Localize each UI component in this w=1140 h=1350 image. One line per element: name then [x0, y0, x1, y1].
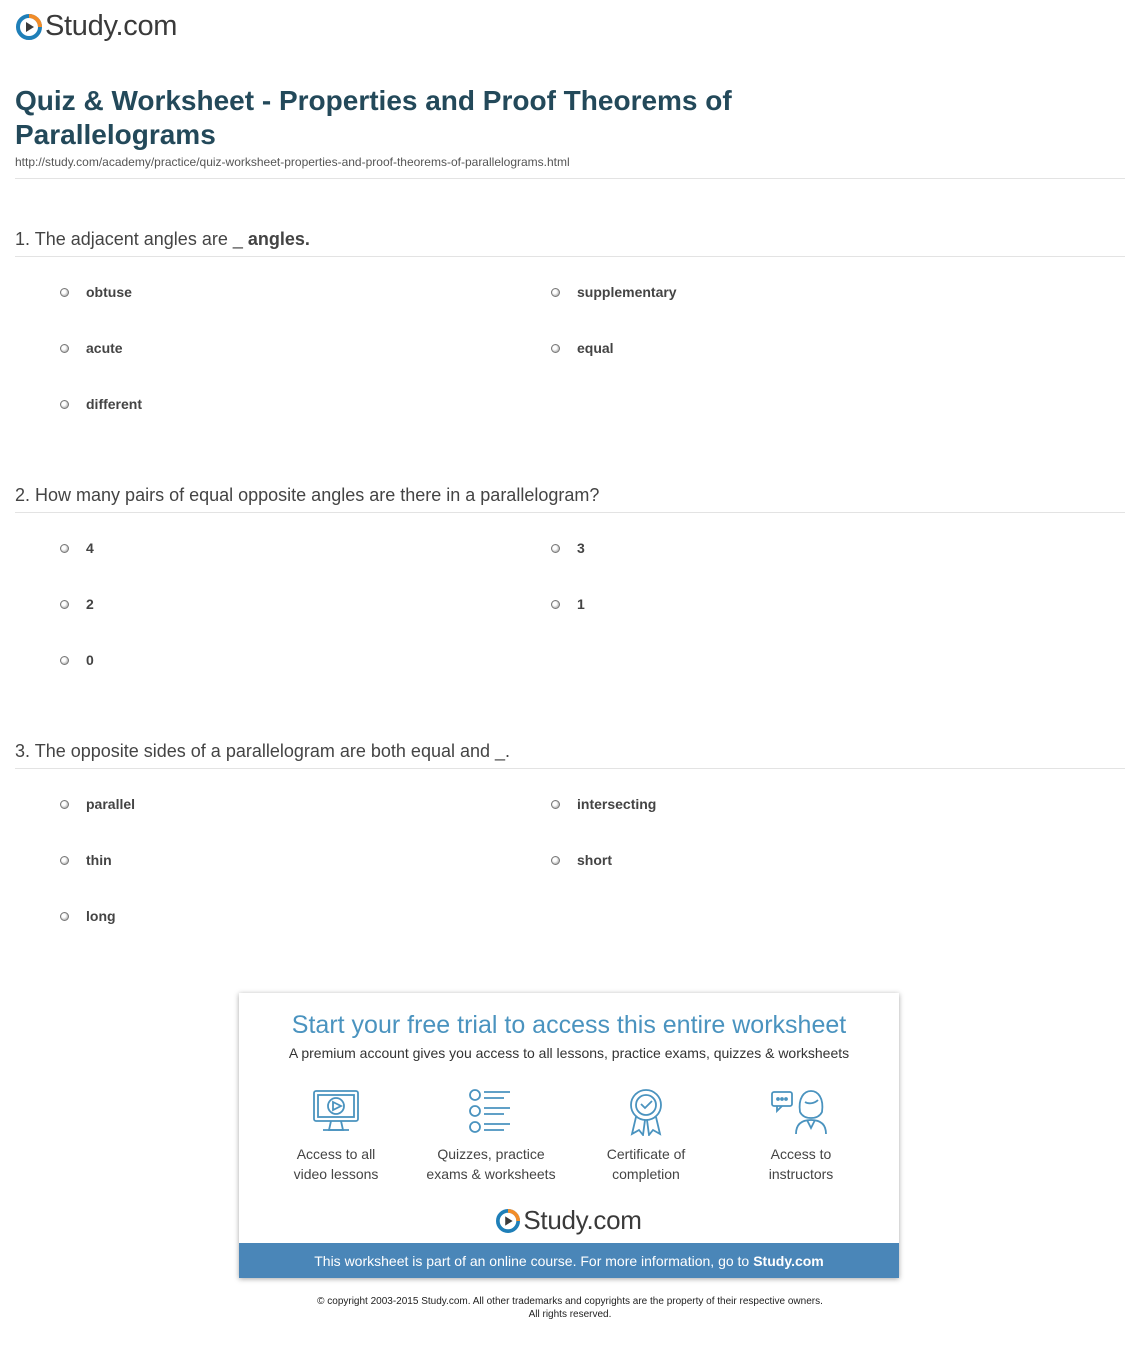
answer-option[interactable]	[60, 652, 94, 668]
quiz-list-icon	[466, 1088, 516, 1136]
option-label: 3	[577, 540, 585, 556]
option-label: acute	[86, 340, 123, 356]
feature-label: Quizzes, practice exams & worksheets	[426, 1146, 556, 1182]
answer-option[interactable]	[60, 340, 123, 356]
answer-option[interactable]	[551, 596, 585, 612]
divider	[15, 512, 1125, 513]
question-number: 1.	[15, 229, 31, 249]
option-label: 4	[86, 540, 94, 556]
radio-button[interactable]	[551, 288, 560, 297]
question-text: The adjacent angles are _	[34, 229, 243, 249]
feature-quizzes	[416, 1088, 566, 1184]
promo-subheading: A premium account gives you access to all lessons, practice exams, quizzes & worksheets	[288, 1045, 850, 1061]
radio-button[interactable]	[551, 800, 560, 809]
question-text: The opposite sides of a parallelogram are both equal and _.	[34, 741, 511, 761]
site-logo[interactable]	[16, 10, 177, 43]
answer-option[interactable]	[551, 852, 612, 868]
option-label: intersecting	[577, 796, 657, 812]
video-lesson-icon	[311, 1088, 361, 1136]
answer-option[interactable]	[551, 340, 614, 356]
question-number: 2.	[15, 485, 31, 505]
answer-option[interactable]	[60, 284, 132, 300]
radio-button[interactable]	[60, 400, 69, 409]
copyright-footer	[0, 1295, 1140, 1321]
answer-option[interactable]	[551, 284, 677, 300]
banner-text: This worksheet is part of an online course. For more information, go to	[314, 1252, 750, 1269]
option-label: short	[577, 852, 612, 868]
answer-option[interactable]	[60, 540, 94, 556]
answer-option[interactable]	[551, 540, 585, 556]
logo-play-icon	[496, 1209, 520, 1233]
question-3	[15, 741, 510, 762]
question-1	[15, 229, 310, 250]
option-label: 0	[86, 652, 94, 668]
option-label: 1	[577, 596, 585, 612]
copyright-line: © copyright 2003-2015 Study.com. All other trademarks and copyrights are the property of their respective owners.	[317, 1296, 823, 1307]
radio-button[interactable]	[60, 800, 69, 809]
banner-link[interactable]: Study.com	[753, 1252, 824, 1269]
radio-button[interactable]	[60, 288, 69, 297]
promo-logo[interactable]	[239, 1205, 899, 1236]
answer-option[interactable]	[60, 796, 135, 812]
logo-text: Study.com	[45, 10, 178, 42]
feature-label: Certificate of completion	[606, 1146, 686, 1182]
radio-button[interactable]	[60, 344, 69, 353]
promo-banner	[239, 1243, 899, 1278]
instructor-icon	[770, 1088, 832, 1136]
feature-label: Access to all video lessons	[293, 1146, 379, 1182]
divider	[15, 768, 1125, 769]
question-number: 3.	[15, 741, 31, 761]
answer-option[interactable]	[60, 396, 142, 412]
answer-option[interactable]	[60, 596, 94, 612]
option-label: supplementary	[577, 284, 677, 300]
answer-option[interactable]	[60, 908, 116, 924]
divider	[15, 178, 1125, 179]
radio-button[interactable]	[551, 856, 560, 865]
page-title: Quiz & Worksheet - Properties and Proof Theorems of Parallelograms	[15, 85, 732, 150]
free-trial-promo	[239, 993, 899, 1278]
option-label: equal	[577, 340, 614, 356]
option-label: long	[86, 908, 116, 924]
question-text: How many pairs of equal opposite angles are there in a parallelogram?	[35, 485, 600, 505]
option-label: parallel	[86, 796, 136, 812]
answer-option[interactable]	[60, 852, 112, 868]
option-label: different	[86, 396, 142, 412]
rights-line: All rights reserved.	[528, 1309, 612, 1320]
option-label: obtuse	[86, 284, 132, 300]
radio-button[interactable]	[551, 600, 560, 609]
radio-button[interactable]	[551, 344, 560, 353]
option-label: thin	[86, 852, 112, 868]
feature-instructors	[726, 1088, 876, 1184]
feature-label: Access to instructors	[768, 1146, 834, 1182]
option-label: 2	[86, 596, 94, 612]
question-2	[15, 485, 599, 506]
answer-option[interactable]	[551, 796, 656, 812]
radio-button[interactable]	[60, 912, 69, 921]
radio-button[interactable]	[60, 856, 69, 865]
radio-button[interactable]	[60, 544, 69, 553]
divider	[15, 256, 1125, 257]
promo-heading[interactable]: Start your free trial to access this entire worksheet	[291, 1011, 847, 1039]
page-url[interactable]: http://study.com/academy/practice/quiz-worksheet-properties-and-proof-theorems-of-parallelograms.html	[15, 155, 570, 169]
feature-video-lessons	[261, 1088, 411, 1184]
certificate-icon	[621, 1088, 671, 1136]
feature-certificate	[571, 1088, 721, 1184]
logo-play-icon	[16, 14, 42, 40]
radio-button[interactable]	[60, 656, 69, 665]
radio-button[interactable]	[60, 600, 69, 609]
radio-button[interactable]	[551, 544, 560, 553]
logo-text: Study.com	[523, 1205, 642, 1235]
question-text-bold: angles.	[247, 229, 310, 249]
